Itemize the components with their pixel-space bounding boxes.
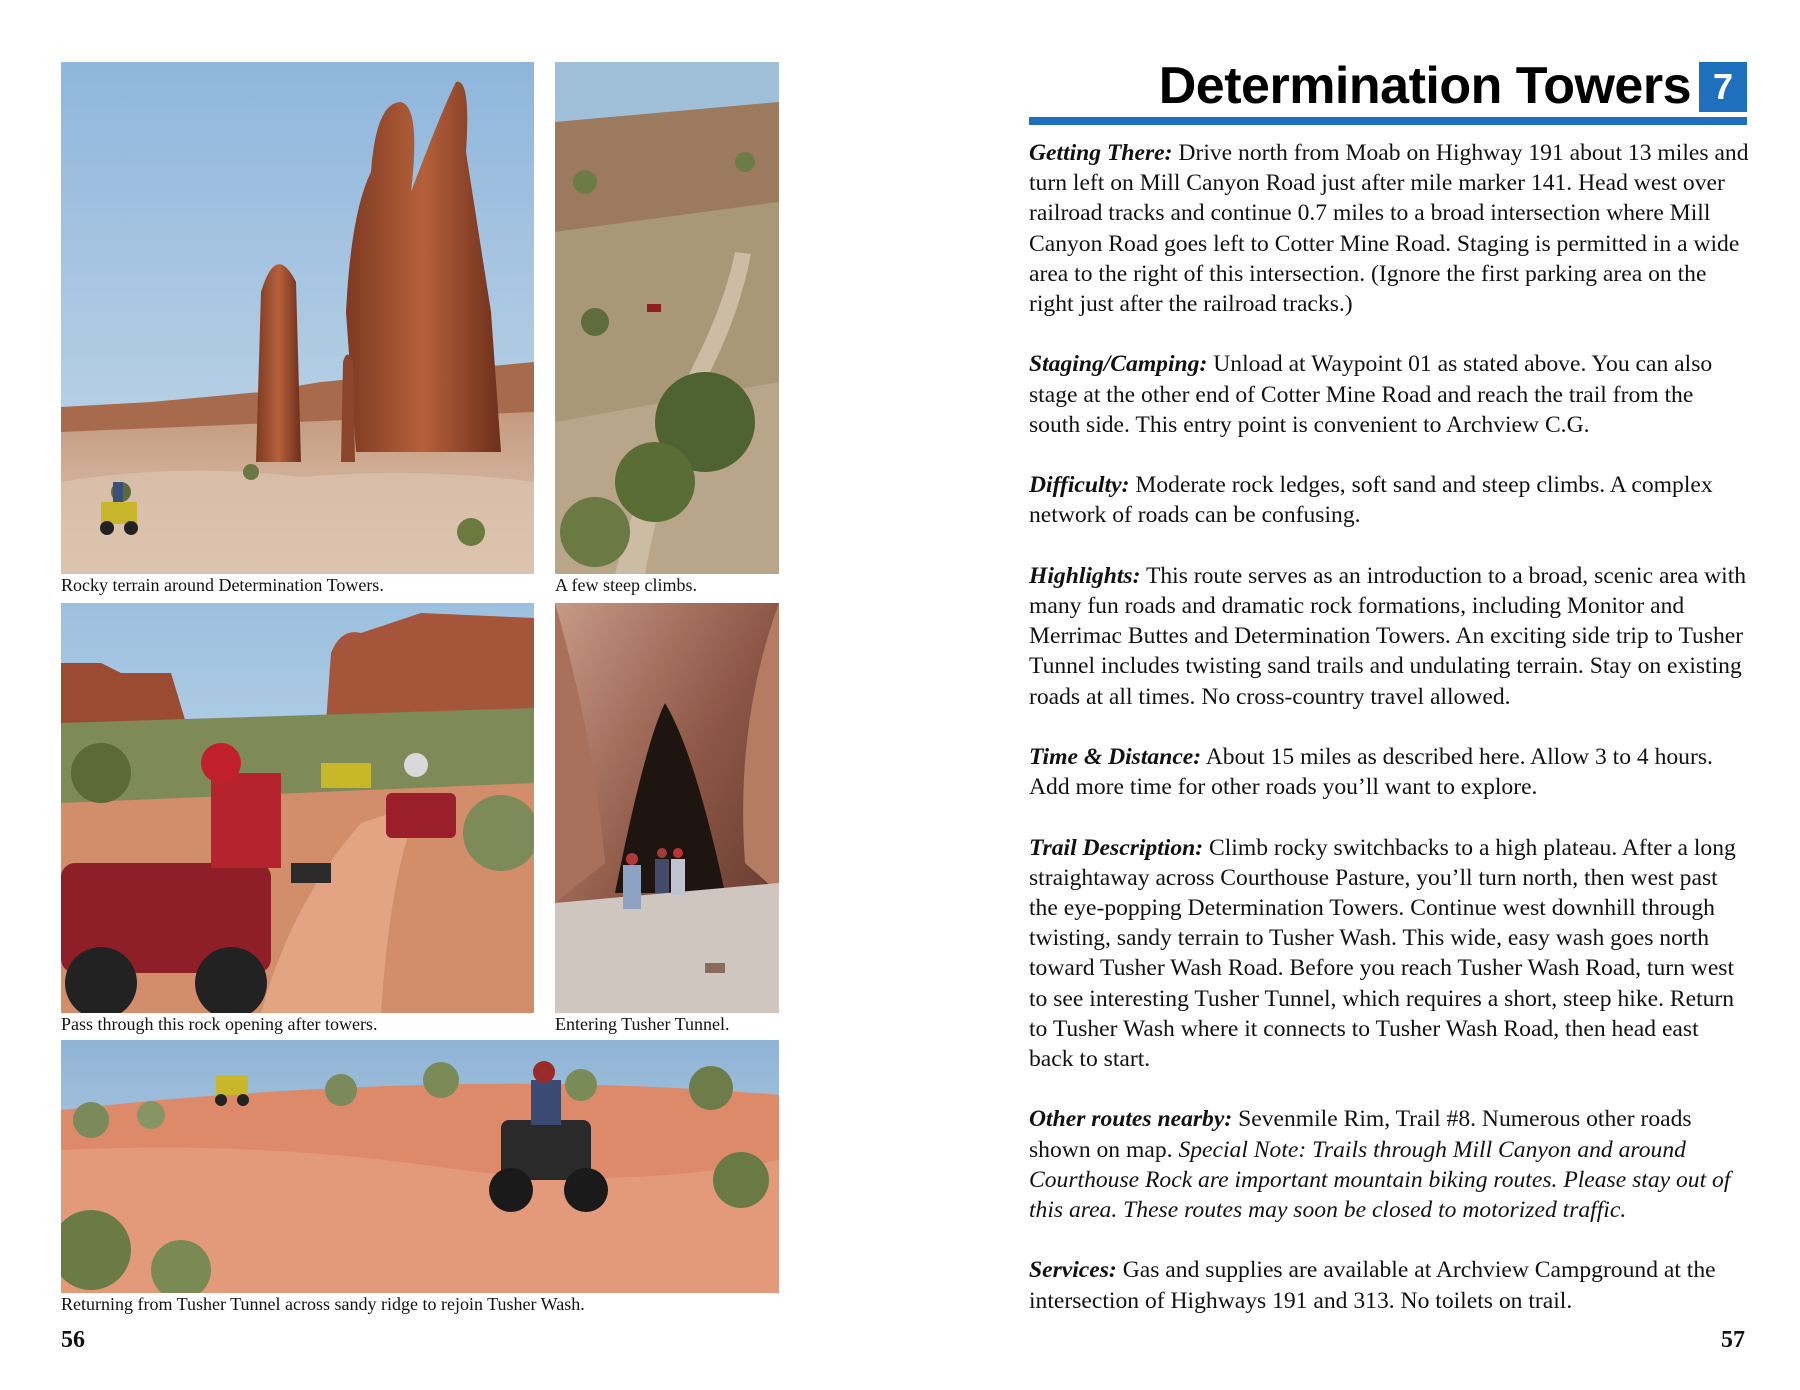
photo-caption: Pass through this rock opening after towers. [61,1014,378,1034]
photo-caption: Returning from Tusher Tunnel across sandy ridge to rejoin Tusher Wash. [61,1294,585,1314]
section-trail-description [1029,833,1749,1075]
section-label: Trail Description: [1029,834,1204,861]
section-text: Gas and supplies are available at Archview Campground at the intersection of Highways 191 and 313. No toilets on trail. [1029,1257,1716,1314]
photo-rock-opening [61,603,534,1013]
section-label: Staging/Camping: [1029,351,1208,378]
trail-number-badge: 7 [1699,62,1747,112]
section-getting-there [1029,138,1749,319]
title-block [1029,56,1747,126]
special-note: Special Note: Trails through Mill Canyon and around Courthouse Rock are important mountain biking routes. Please stay out of this area. These routes may soon be closed to motorized traffic. [1029,1136,1731,1224]
page-number-right: 57 [1721,1327,1745,1353]
section-label: Highlights: [1029,562,1141,589]
section-label: Time & Distance: [1029,744,1202,770]
section-label: Other routes nearby: [1029,1106,1233,1133]
section-other-routes [1029,1104,1749,1225]
section-text: This route serves as an introduction to a broad, scenic area with many fun roads and dramatic rock formations, including Monitor and Merrimac Buttes and Determination Towers. An exciting side trip to Tusher Tunnel includes twisting sand trails and undulating terrain. Stay on existing roads at all times. No cross-country travel allowed. [1029,562,1747,710]
section-time-distance [1029,742,1749,802]
title-rule [1029,117,1747,125]
section-text: Unload at Waypoint 01 as stated above. You can also stage at the other end of Cotter Mine Road and reach the trail from the south side. This entry point is convenient to Archview C.G. [1029,351,1713,438]
section-services [1029,1255,1749,1315]
section-label: Difficulty: [1029,472,1130,499]
page-title: Determination Towers [1158,57,1691,115]
photo-caption: Entering Tusher Tunnel. [555,1014,730,1034]
photo-sandy-ridge [61,1040,779,1293]
section-label: Getting There: [1029,140,1173,166]
section-difficulty [1029,470,1749,530]
page-number-left: 56 [61,1327,85,1353]
section-text: Drive north from Moab on Highway 191 about 13 miles and turn left on Mill Canyon Road just after mile marker 141. Head west over railroad tracks and continue 0.7 miles to a broad intersection where Mill Canyon Road goes left to Cotter Mine Road. Staging is permitted in a wide area to the right of this intersection. (Ignore the first parking area on the right just after the railroad tracks.) [1029,140,1749,318]
photo-caption: A few steep climbs. [555,575,697,595]
photo-steep-climbs [555,62,779,574]
section-text: Sevenmile Rim, Trail #8. Numerous other roads shown on map. [1029,1106,1692,1163]
photo-caption: Rocky terrain around Determination Towers. [61,575,384,595]
section-label: Services: [1029,1257,1117,1284]
section-highlights [1029,561,1749,712]
section-staging-camping [1029,349,1749,440]
section-text: About 15 miles as described here. Allow 3 to 4 hours. Add more time for other roads you’ll want to explore. [1029,744,1713,801]
section-text: Moderate rock ledges, soft sand and steep climbs. A complex network of roads can be confusing. [1029,472,1713,529]
photo-tusher-tunnel [555,603,779,1013]
section-text: Climb rocky switchbacks to a high plateau. After a long straightaway across Courthouse Pasture, you’ll turn north, then west past the eye-popping Determination Towers. Continue west downhill through twisting, sandy terrain to Tusher Wash. This wide, easy wash goes north toward Tusher Wash Road. Before you reach Tusher Wash Road, turn west to see interesting Tusher Tunnel, which requires a short, steep hike. Return to Tusher Wash where it connects to Tusher Wash Road, then head east back to start. [1029,834,1736,1073]
photo-determination-towers [61,62,534,574]
trail-description-body [1029,138,1749,1346]
